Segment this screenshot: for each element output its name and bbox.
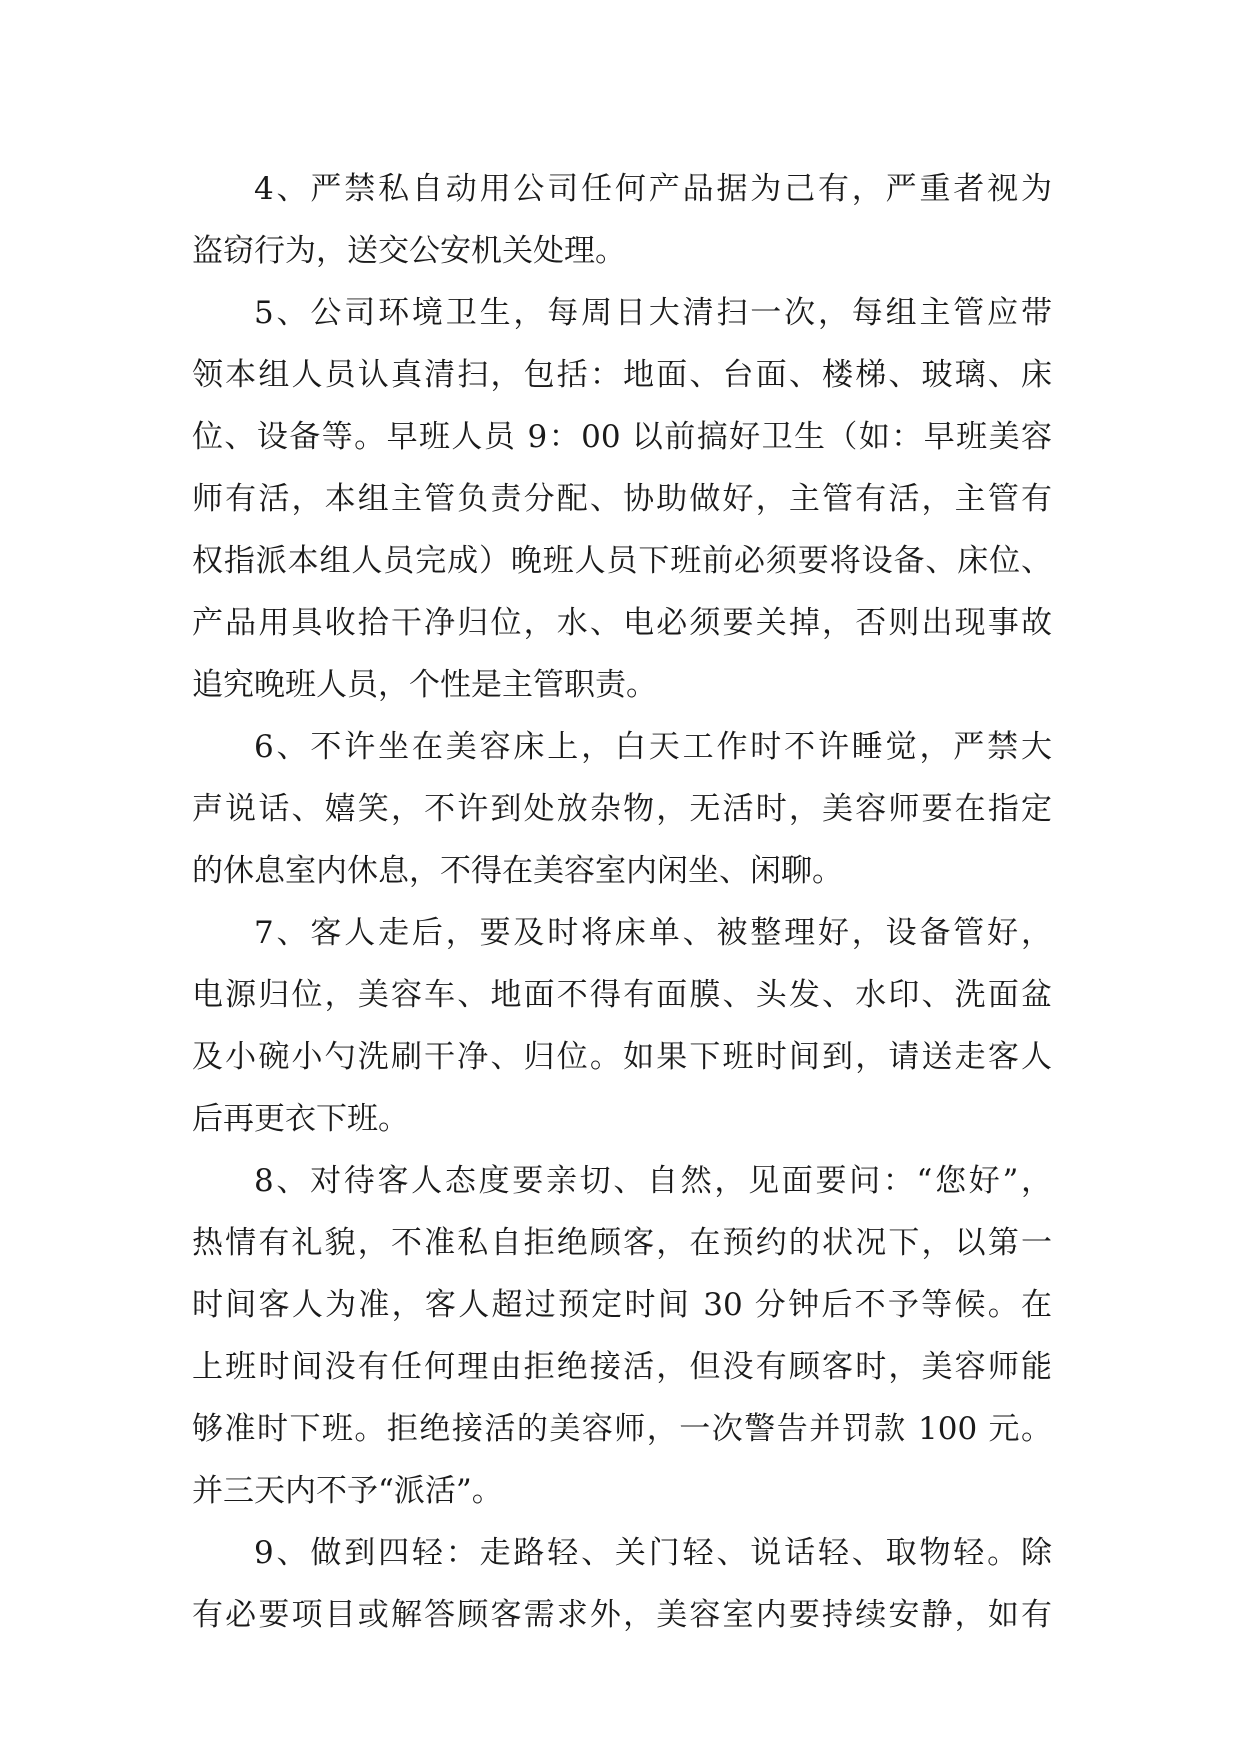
text-line: 领本组人员认真清扫，包括：地面、台面、楼梯、玻璃、床 <box>192 357 1052 393</box>
text-line: 并三天内不予“派活”。 <box>192 1473 503 1509</box>
text-line: 9、做到四轻：走路轻、关门轻、说话轻、取物轻。除 <box>254 1535 1052 1571</box>
text-line: 有必要项目或解答顾客需求外，美容室内要持续安静，如有 <box>192 1597 1052 1633</box>
text-line: 4、严禁私自动用公司任何产品据为己有，严重者视为 <box>254 171 1052 207</box>
text-line: 师有活，本组主管负责分配、协助做好，主管有活，主管有 <box>192 481 1052 517</box>
text-line: 够准时下班。拒绝接活的美容师，一次警告并罚款 100 元。 <box>192 1411 1052 1447</box>
text-line: 电源归位，美容车、地面不得有面膜、头发、水印、洗面盆 <box>192 977 1052 1013</box>
text-line: 的休息室内休息，不得在美容室内闲坐、闲聊。 <box>192 853 843 889</box>
text-line: 8、对待客人态度要亲切、自然，见面要问：“您好”， <box>254 1163 1052 1199</box>
text-line: 上班时间没有任何理由拒绝接活，但没有顾客时，美容师能 <box>192 1349 1052 1385</box>
text-line: 盗窃行为，送交公安机关处理。 <box>192 233 626 269</box>
text-line: 热情有礼貌，不准私自拒绝顾客，在预约的状况下，以第一 <box>192 1225 1052 1261</box>
text-line: 后再更衣下班。 <box>192 1101 409 1137</box>
text-line: 时间客人为准，客人超过预定时间 30 分钟后不予等候。在 <box>192 1287 1052 1323</box>
document-body <box>192 158 1052 1646</box>
text-line: 产品用具收拾干净归位，水、电必须要关掉，否则出现事故 <box>192 605 1052 641</box>
text-line: 及小碗小勺洗刷干净、归位。如果下班时间到，请送走客人 <box>192 1039 1052 1075</box>
text-line: 7、客人走后，要及时将床单、被整理好，设备管好， <box>254 915 1052 951</box>
text-line: 6、不许坐在美容床上，白天工作时不许睡觉，严禁大 <box>254 729 1052 765</box>
text-line: 5、公司环境卫生，每周日大清扫一次，每组主管应带 <box>254 295 1052 331</box>
text-line: 声说话、嬉笑，不许到处放杂物，无活时，美容师要在指定 <box>192 791 1052 827</box>
text-line: 追究晚班人员，个性是主管职责。 <box>192 667 657 703</box>
text-line: 权指派本组人员完成）晚班人员下班前必须要将设备、床位、 <box>192 543 1052 579</box>
text-line: 位、设备等。早班人员 9：00 以前搞好卫生（如：早班美容 <box>192 419 1052 455</box>
